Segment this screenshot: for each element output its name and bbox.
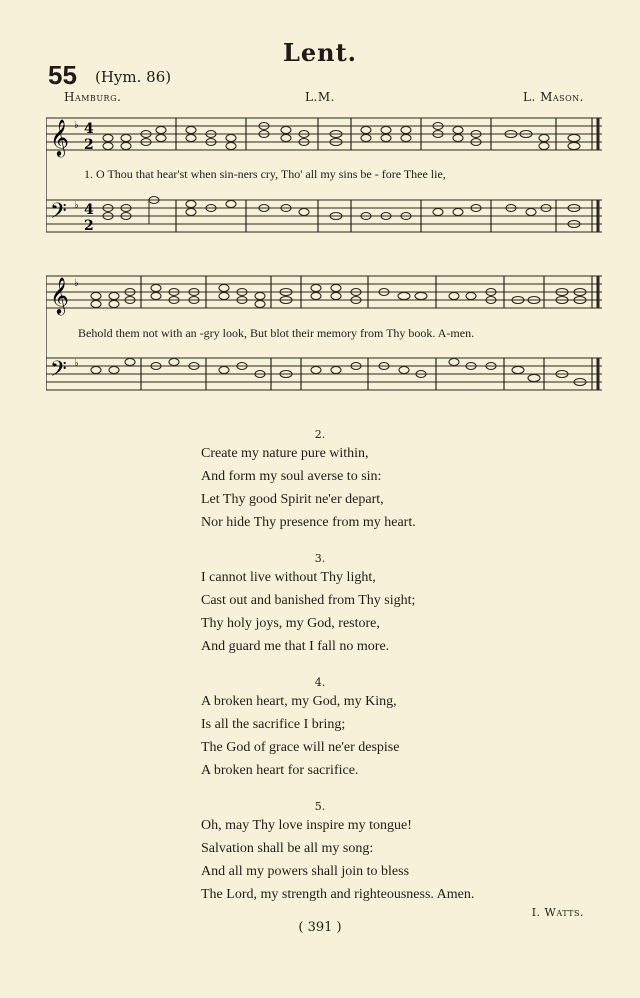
- verse-line: The God of grace will ne'er despise: [201, 740, 400, 755]
- verse-line: Is all the sacrifice I bring;: [201, 717, 346, 732]
- verse-line: A broken heart, my God, my King,: [201, 694, 397, 709]
- verse-4: [201, 690, 399, 782]
- verse-2: [201, 442, 416, 534]
- svg-text:2: 2: [84, 137, 94, 153]
- section-title: Lent.: [282, 38, 358, 67]
- svg-text:4: 4: [84, 202, 94, 218]
- verse-line: And all my powers shall join to bless: [201, 864, 410, 879]
- verse-line: Oh, may Thy love inspire my tongue!: [201, 818, 412, 833]
- bass-clef: 𝄢: [50, 199, 67, 229]
- music-lyric-line-1: 1. O Thou that hear'st when sin-ners cry, Tho' all my sins be - fore Thee lie,: [84, 167, 446, 181]
- verse-line: I cannot live without Thy light,: [201, 570, 376, 585]
- music-lyric-line-2: Behold them not with an -gry look, But blot their memory from Thy book. A-men.: [78, 326, 475, 340]
- svg-text:♭: ♭: [74, 278, 79, 289]
- treble-staff: [46, 118, 602, 150]
- svg-text:♭: ♭: [74, 200, 79, 211]
- verse-line: And form my soul averse to sin:: [201, 469, 382, 484]
- treble-clef: 𝄞: [50, 118, 69, 156]
- verse-line: Cast out and banished from Thy sight;: [201, 593, 416, 608]
- author: I. Watts.: [531, 906, 584, 919]
- verse-line: Salvation shall be all my song:: [201, 841, 374, 856]
- verse-line: Let Thy good Spirit ne'er depart,: [201, 492, 384, 507]
- time-signature: 4: [84, 121, 94, 137]
- tune-name: Hamburg.: [64, 90, 122, 104]
- verse-line: The Lord, my strength and righteousness. Amen.: [201, 887, 475, 902]
- verse-3: [201, 566, 415, 658]
- treble-clef: 𝄞: [50, 276, 69, 314]
- verse-line: Create my nature pure within,: [201, 446, 369, 461]
- verse-line: A broken heart for sacrifice.: [201, 763, 359, 778]
- hymn-reference: (Hym. 86): [95, 68, 172, 86]
- page-number: ( 391 ): [298, 920, 342, 935]
- meter: L.M.: [305, 90, 335, 104]
- verse-line: Thy holy joys, my God, restore,: [201, 616, 380, 631]
- verse-number: 4.: [314, 676, 326, 689]
- verse-line: And guard me that I fall no more.: [201, 639, 390, 654]
- hymn-number: 55: [48, 60, 77, 90]
- verse-line: Nor hide Thy presence from my heart.: [201, 515, 416, 530]
- bass-clef: 𝄢: [50, 357, 67, 387]
- verse-number: 3.: [314, 552, 326, 565]
- verse-number: 2.: [314, 428, 326, 441]
- verse-number: 5.: [314, 800, 326, 813]
- svg-text:2: 2: [84, 218, 94, 234]
- verse-5: [201, 814, 474, 906]
- svg-text:♭: ♭: [74, 358, 79, 369]
- svg-text:♭: ♭: [74, 120, 79, 131]
- composer: L. Mason.: [522, 90, 584, 104]
